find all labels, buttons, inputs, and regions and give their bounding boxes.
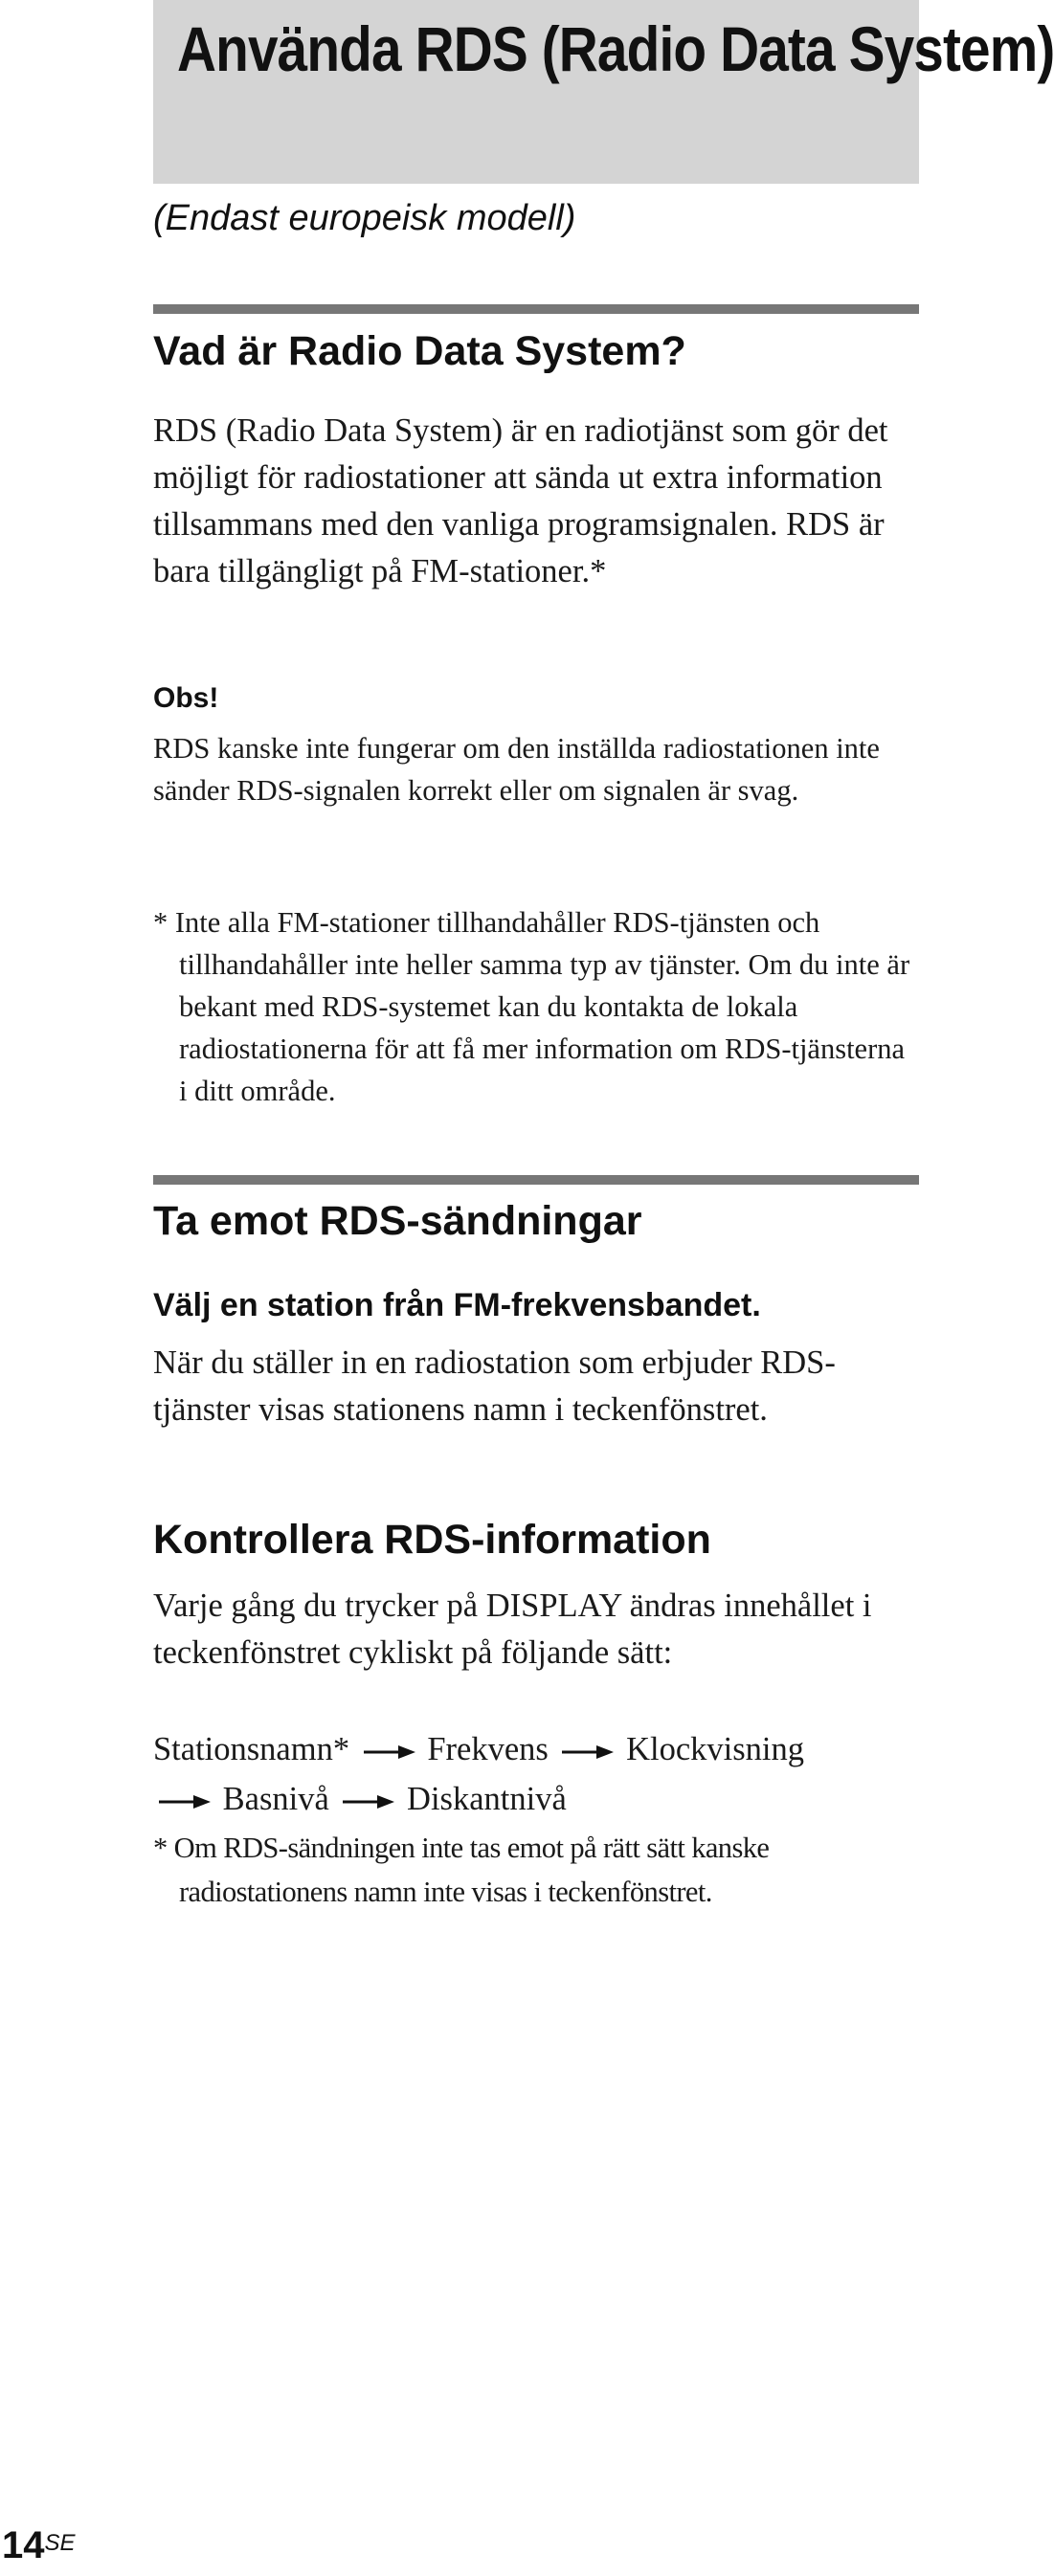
sequence-item-treble-level: Diskantnivå — [407, 1781, 567, 1817]
paragraph-display-cycle: Varje gång du trycker på DISPLAY ändras innehållet i teckenfönstret cykliskt på följande sätt: — [153, 1588, 872, 1671]
paragraph-station-name-display: När du ställer in en radiostation som erbjuder RDS-tjänster visas stationens namn i teckenfönstret. — [153, 1344, 836, 1428]
paragraph-rds-intro: RDS (Radio Data System) är en radiotjänst som gör det möjligt för radiostationer att sända ut extra information tillsammans med den vanliga programsignalen. RDS är bara tillgängligt på FM-stationer.* — [153, 412, 888, 589]
footnote-fm-stations: * Inte alla FM-stationer tillhandahåller RDS-tjänsten och tillhandahåller inte heller samma typ av tjänster. Om du inte är bekant med RDS-systemet kan du kontakta de lokala radiostationerna för att få mer information om RDS-tjänsterna i ditt område. — [153, 906, 910, 1107]
step-select-fm-station: Välj en station från FM-frekvensbandet. — [153, 1287, 761, 1323]
section-rule-receive — [153, 1175, 919, 1185]
page-title: Använda RDS (Radio Data System) — [177, 13, 1054, 84]
sequence-item-clock: Klockvisning — [626, 1731, 804, 1767]
arrow-right-icon — [558, 1743, 616, 1762]
note-text: RDS kanske inte fungerar om den inställda radiostationen inte sänder RDS-signalen korrekt eller om signalen är svag. — [153, 732, 880, 807]
arrow-right-icon — [339, 1792, 396, 1811]
sequence-item-frequency: Frekvens — [427, 1731, 549, 1767]
note-label: Obs! — [153, 682, 219, 714]
section-rule-what — [153, 304, 919, 314]
page-subtitle: (Endast europeisk modell) — [153, 198, 576, 238]
arrow-right-icon — [360, 1743, 417, 1762]
page-number — [2, 2524, 76, 2566]
sequence-item-bass-level: Basnivå — [222, 1781, 329, 1817]
display-sequence — [153, 1724, 919, 1824]
footnote-rds-reception: * Om RDS-sändningen inte tas emot på rätt sätt kanske radiostationens namn inte visas i teckenfönstret. — [153, 1832, 770, 1908]
sequence-item-station-name: Stationsnamn* — [153, 1731, 350, 1767]
heading-check-rds-info: Kontrollera RDS-information — [153, 1517, 711, 1563]
arrow-right-icon — [155, 1792, 213, 1811]
page-number-value: 14 — [2, 2524, 45, 2566]
heading-receive-rds: Ta emot RDS-sändningar — [153, 1198, 642, 1244]
heading-what-is-rds: Vad är Radio Data System? — [153, 328, 686, 374]
page-number-suffix: SE — [44, 2530, 76, 2556]
